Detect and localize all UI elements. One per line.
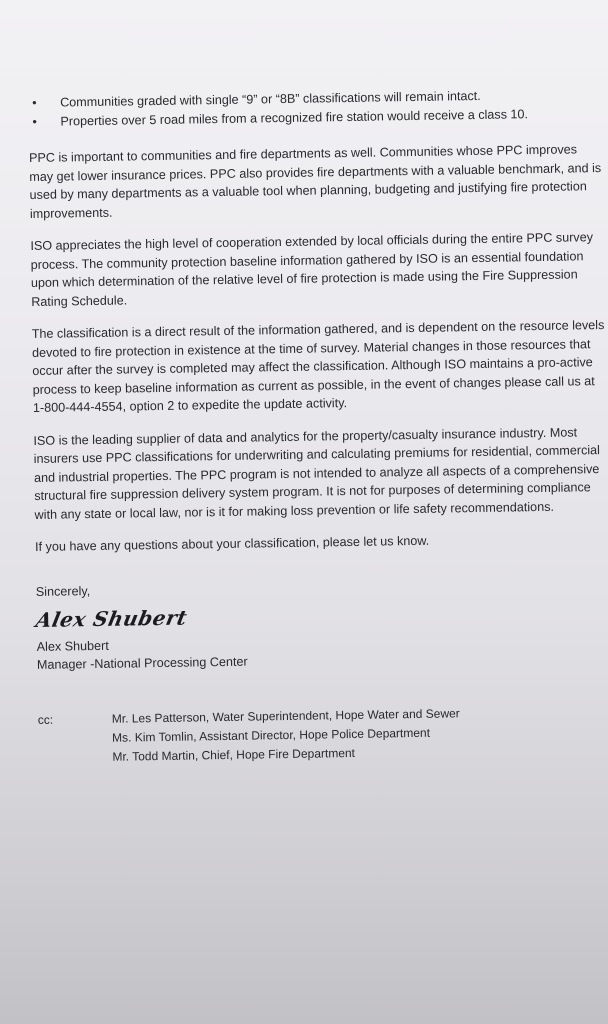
closing-block [33, 573, 608, 674]
cc-block [38, 701, 608, 767]
paragraph-questions: If you have any questions about your classification, please let us know. [35, 533, 430, 554]
letter-body [28, 85, 608, 767]
handwritten-signature: Alex Shubert [33, 605, 190, 632]
paragraph-cooperation: ISO appreciates the high level of cooperation extended by local officials during the entire PPC survey process. The community protection baseline information gathered by ISO is an essential foundation upon which determination of the relative level of fire protection is made using the Fire Suppression Rating Schedule. [30, 230, 594, 309]
closing-salutation: Sincerely, [35, 583, 91, 599]
cc-recipient: Mr. Todd Martin, Chief, Hope Fire Department [112, 745, 356, 764]
cc-recipient: Ms. Kim Tomlin, Assistant Director, Hope Police Department [112, 725, 431, 745]
signer-title: Manager -National Processing Center [36, 654, 248, 672]
bullet-item: • Properties over 5 road miles from a recognized fire station would receive a class 10. [28, 103, 602, 131]
paragraph-ppc-importance: PPC is important to communities and fire departments as well. Communities whose PPC improves may get lower insurance prices. PPC also provides fire departments with a valuable benchmark, and is used by many departments as a valuable tool when planning, budgeting and justifying fire protection improvements. [28, 142, 602, 221]
cc-label: cc: [37, 712, 54, 727]
bullet-item: • Communities graded with single “9” or “8B” classifications will remain intact. [28, 85, 602, 113]
paragraph-iso-supplier: ISO is the leading supplier of data and analytics for the property/casualty insurance industry. Most insurers use PPC classifications for underwriting and calculating premiums for residential, commercial and industrial properties. The PPC program is not intended to analyze all aspects of a comprehensive structural fire suppression delivery system program. It is not for purposes of determining compliance with any state or local law, nor is it for making loss prevention or life safety recommendations. [33, 424, 601, 522]
bullet-list [28, 85, 603, 131]
cc-recipient-list [112, 701, 608, 766]
cc-recipient: Mr. Les Patterson, Water Superintendent, Hope Water and Sewer [111, 705, 460, 726]
signer-name: Alex Shubert [36, 638, 109, 654]
paragraph-classification-basis: The classification is a direct result of the information gathered, and is dependent on the resource levels devoted to fire protection in existence at the time of survey. Material changes in those resources that occur after the survey is completed may affect the classification. Although ISO maintains a pro-active process to keep baseline information as current as possible, in the event of changes please call us at 1-800-444-4554, option 2 to expedite the update activity. [31, 317, 605, 415]
